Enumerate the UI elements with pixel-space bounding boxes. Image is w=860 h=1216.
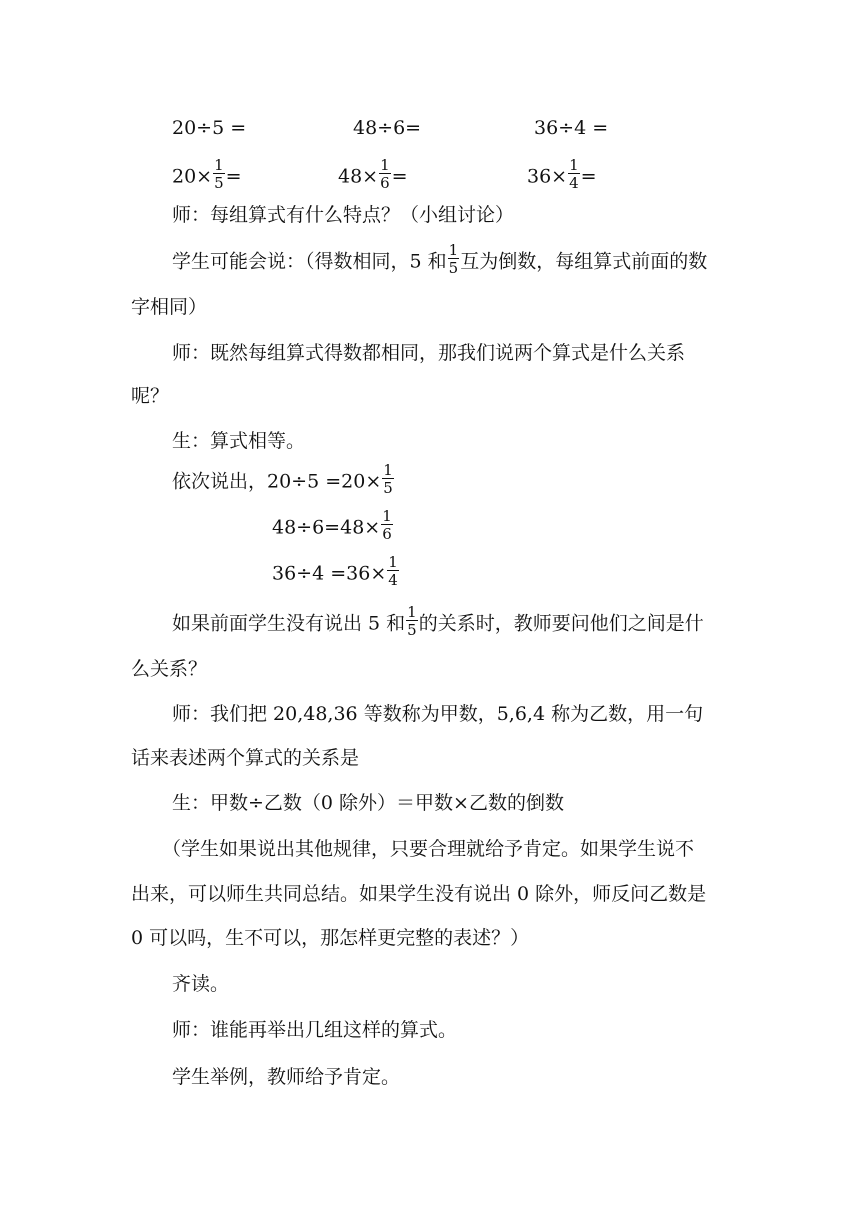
expr-20-div-5: 20÷5 =: [172, 117, 247, 139]
fraction-one-quarter: $\frac{1}{4}$: [569, 156, 579, 192]
equation-3: 36÷4 =36× $\frac{1}{4}$: [272, 553, 398, 589]
fraction-one-fifth: $\frac{1}{5}$: [214, 156, 224, 192]
paragraph-student-answer-cont: 字相同）: [131, 296, 208, 318]
paragraph-teacher-examples: 师：谁能再举出几组这样的算式。: [172, 1019, 458, 1041]
paragraph-student-equal: 生：算式相等。: [172, 430, 306, 452]
equation-1: 依次说出，20÷5 =20× $\frac{1}{5}$: [172, 461, 393, 497]
fraction-one-sixth: $\frac{1}{6}$: [380, 156, 390, 192]
expr-48-times-sixth: 48× $\frac{1}{6}$ =: [338, 156, 408, 192]
paragraph-teacher-relation: 师：既然每组算式得数都相同，那我们说两个算式是什么关系: [172, 342, 686, 364]
fraction-one-fifth: $\frac{1}{5}$: [407, 603, 417, 639]
paragraph-note-cont-2: 0 可以吗，生不可以，那怎样更完整的表述？）: [131, 927, 530, 949]
expr-20-times-fifth: 20× $\frac{1}{5}$ =: [172, 156, 242, 192]
paragraph-student-examples: 学生举例，教师给予肯定。: [172, 1066, 401, 1088]
expr-36-times-quarter: 36× $\frac{1}{4}$ =: [527, 156, 597, 192]
paragraph-note-cont-1: 出来，可以师生共同总结。如果学生没有说出 0 除外，师反问乙数是: [131, 883, 707, 905]
paragraph-teacher-naming: 师：我们把 20,48,36 等数称为甲数，5,6,4 称为乙数，用一句: [172, 703, 704, 725]
paragraph-student-answer: 学生可能会说：（得数相同，5 和 $\frac{1}{5}$ 互为倒数，每组算式前面的数: [172, 241, 708, 277]
paragraph-student-rule: 生：甲数÷乙数（0 除外）＝甲数×乙数的倒数: [172, 792, 564, 814]
paragraph-note: （学生如果说出其他规律，只要合理就给予肯定。如果学生说不: [162, 838, 695, 860]
expr-36-div-4: 36÷4 =: [534, 117, 609, 139]
expr-48-div-6: 48÷6=: [353, 117, 422, 139]
fraction-one-fifth: $\frac{1}{5}$: [383, 461, 393, 497]
fraction-one-fifth: $\frac{1}{5}$: [448, 241, 459, 277]
paragraph-read-together: 齐读。: [172, 973, 230, 995]
paragraph-teacher-naming-cont: 话来表述两个算式的关系是: [131, 747, 360, 769]
paragraph-teacher-relation-cont: 呢？: [131, 385, 170, 407]
fraction-one-sixth: $\frac{1}{6}$: [382, 507, 392, 543]
paragraph-teacher-question: 师：每组算式有什么特点？（小组讨论）: [172, 204, 515, 226]
fraction-one-quarter: $\frac{1}{4}$: [388, 553, 398, 589]
paragraph-teacher-prompt-cont: 么关系？: [131, 658, 208, 680]
equation-2: 48÷6=48× $\frac{1}{6}$: [272, 507, 392, 543]
paragraph-teacher-prompt: 如果前面学生没有说出 5 和 $\frac{1}{5}$ 的关系时，教师要问他们之间是什: [172, 603, 704, 639]
